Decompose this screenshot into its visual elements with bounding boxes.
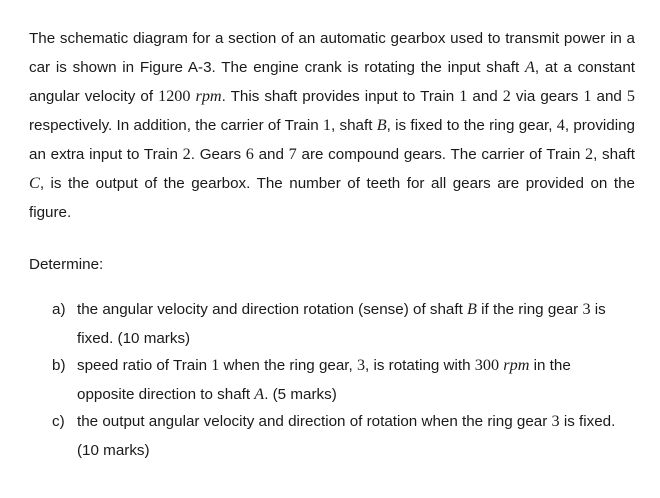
intro-text: , is fixed to the ring gear, [386,117,557,134]
intro-text: and [467,88,503,105]
question-text-part: speed ratio of Train [77,357,212,374]
shaft-a-symbol: A [254,385,265,403]
question-text-part: . (5 marks) [264,386,337,403]
gear-number: 1 [583,87,592,105]
gear-number: 4 [556,116,565,134]
problem-statement [29,24,635,227]
input-speed-value: 1200 [158,87,191,105]
intro-text: , providing an extra input to Train [29,117,635,163]
question-text-part: , is rotating with [365,357,475,374]
question-text-part: in the opposite direction to shaft [77,357,571,403]
question-text-part: is fixed. (10 marks) [77,301,606,347]
train-number: 2 [182,145,191,163]
shaft-c-symbol: C [29,174,40,192]
train-number: 1 [211,356,220,374]
input-speed-unit: rpm [195,87,222,105]
question-c [52,407,632,465]
question-label: c) [52,413,65,430]
question-text-part: the angular velocity and direction rotation (sense) of shaft [77,301,468,318]
intro-text: and [253,146,289,163]
gear-number: 3 [582,300,591,318]
question-a [52,295,632,353]
intro-text: The schematic diagram for a section of an automatic gearbox used to transmit power in a car is shown in Figure A-3. The engine crank is rotating the input shaft [29,30,635,76]
gear-number: 3 [551,412,560,430]
intro-text: are compound gears. The carrier of Train [296,146,586,163]
gear-number: 5 [626,87,635,105]
gear-number: 6 [245,145,254,163]
shaft-a-symbol: A [525,58,535,76]
intro-text: , shaft [593,146,635,163]
shaft-b-symbol: B [376,116,387,134]
intro-text: , shaft [331,117,377,134]
intro-text: . This shaft provides input to Train [221,88,460,105]
question-label: a) [52,301,66,318]
train-number: 2 [585,145,594,163]
train-number: 2 [502,87,511,105]
question-text-part: when the ring gear, [219,357,357,374]
ring-speed-value: 300 [474,356,500,374]
intro-text: and [591,88,627,105]
intro-text: via gears [510,88,584,105]
ring-speed-unit: rpm [503,356,530,374]
shaft-b-symbol: B [467,300,477,318]
gear-number: 3 [356,356,366,374]
intro-text: . Gears [190,146,246,163]
train-number: 1 [322,116,332,134]
determine-heading: Determine: [29,256,104,273]
question-label: b) [52,357,66,374]
intro-text: , is the output of the gearbox. The number of teeth for all gears are provided on the figure. [29,175,635,221]
question-text-part: if the ring gear [476,301,583,318]
question-b [52,351,632,409]
question-text-part: is fixed. (10 marks) [77,413,616,459]
gear-number: 7 [288,145,297,163]
intro-text: , at a constant angular velocity of [29,59,635,105]
train-number: 1 [459,87,468,105]
question-text-part: the output angular velocity and direction of rotation when the ring gear [77,413,552,430]
intro-text: respectively. In addition, the carrier of Train [29,117,323,134]
question-text [77,407,632,465]
question-text [77,351,632,409]
question-text [77,295,632,353]
